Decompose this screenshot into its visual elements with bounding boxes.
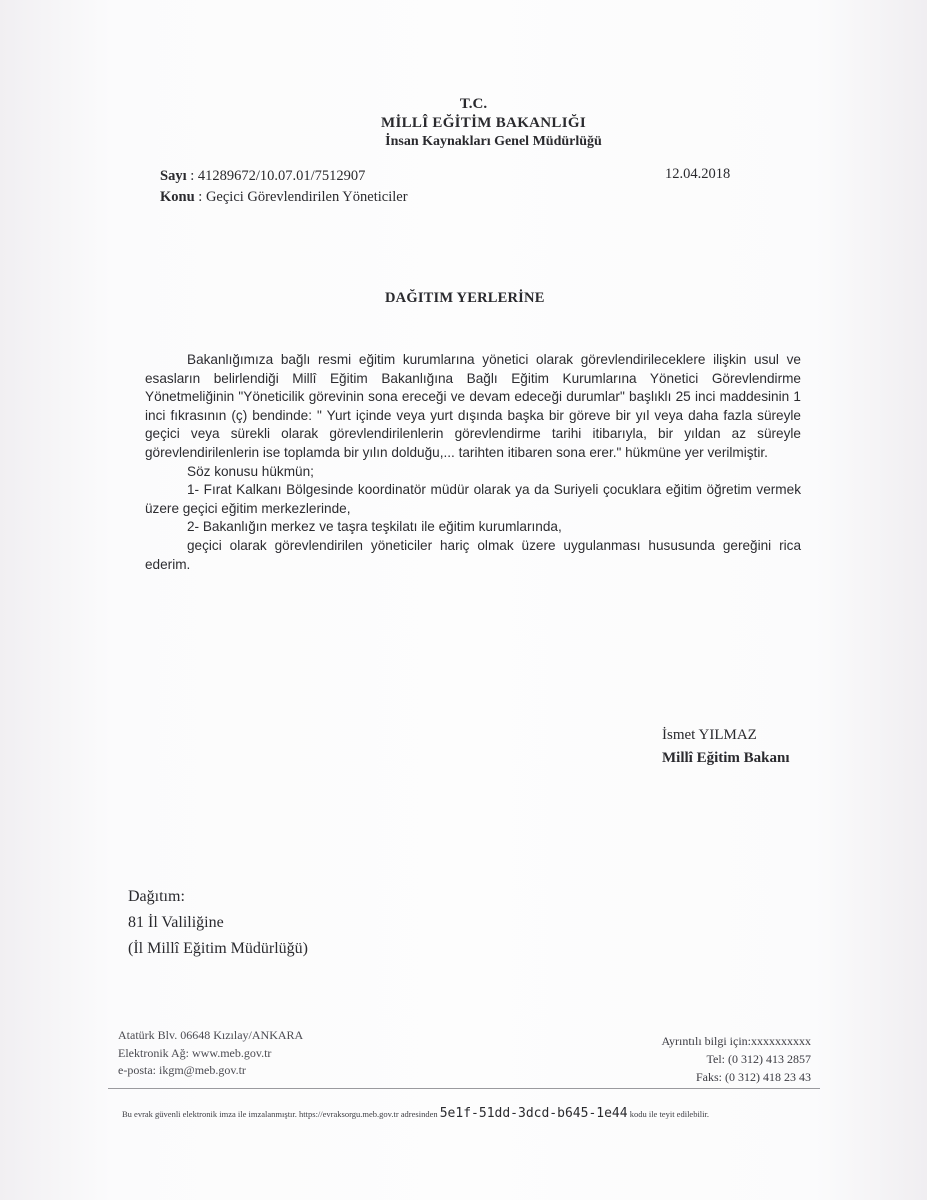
footer-info-line: Ayrıntılı bilgi için:xxxxxxxxxx [661,1034,811,1048]
footer-tel: Tel: (0 312) 413 2857 [706,1052,811,1066]
subject-label: Konu [160,189,195,205]
footer-web[interactable]: Elektronik Ağ: www.meb.gov.tr [118,1045,272,1060]
verification-prefix: Bu evrak güvenli elektronik imza ile imzalanmıştır. https://evraksorgu.meb.gov.tr adresinden [122,1109,438,1119]
footer-fax: Faks: (0 312) 418 23 43 [696,1070,811,1084]
footer-address: Atatürk Blv. 06648 Kızılay/ANKARA [118,1028,304,1042]
reference-label: Sayı [160,168,187,184]
addressee-title: DAĞITIM YERLERİNE [385,290,545,306]
header-department: İnsan Kaynakları Genel Müdürlüğü [385,134,602,149]
footer-divider [108,1088,820,1089]
letter-body [145,351,801,574]
body-paragraph-2: Söz konusu hükmün; [187,463,314,479]
distribution-line-2: (İl Millî Eğitim Müdürlüğü) [128,940,308,957]
body-item-1: 1- Fırat Kalkanı Bölgesinde koordinatör müdür olarak ya da Suriyeli çocuklara eğitim öğretim vermek üzere geçici eğitim merkezlerinde, [145,482,801,516]
body-item-2: 2- Bakanlığın merkez ve taşra teşkilatı ile eğitim kurumlarında, [187,519,562,535]
body-paragraph-1: Bakanlığımıza bağlı resmi eğitim kurumlarına yönetici olarak görevlendirileceklere ilişkin usul ve esasların belirlendiği Millî Eğitim Bakanlığına Bağlı Eğitim Kurumlarına Yönetici Görevlendirme Yönetmeliğinin "Yöneticilik görevinin sona ereceği ve devam edeceği durumlar" başlıklı 25 inci maddesinin 1 inci fıkrasının (ç) bendinde: " Yurt içinde veya yurt dışında başka bir göreve bir yıl veya daha fazla süreyle geçici veya sürekli olarak görevlendirilenlerin görevlendirme tarihi itibarıyla, bir yıldan az süreyle görevlendirilenlerin ise toplamda bir yılın dolduğu,... tarihten itibaren sona erer." hükmüne yer verilmiştir. [145,352,801,460]
verification-line [122,1106,709,1121]
signatory-name: İsmet YILMAZ [662,727,757,743]
footer-info [613,1032,811,1086]
reference-number [160,168,365,185]
distribution-label: Dağıtım: [128,888,185,905]
subject [160,189,408,206]
document-date: 12.04.2018 [665,166,731,182]
verification-code[interactable]: 5e1f-51dd-3dcd-b645-1e44 [439,1106,628,1121]
verification-suffix: kodu ile teyit edilebilir. [629,1109,710,1119]
footer-email[interactable]: e-posta: ikgm@meb.gov.tr [118,1063,246,1077]
distribution-line-1: 81 İl Valiliğine [128,914,224,931]
header-country: T.C. [459,96,488,112]
header-ministry: MİLLÎ EĞİTİM BAKANLIĞI [381,115,586,131]
body-closing: geçici olarak görevlendirilen yöneticiler hariç olmak üzere uygulanması hususunda gereğini rica ederim. [145,537,801,572]
subject-value: : Geçici Görevlendirilen Yöneticiler [198,189,408,205]
signatory-title: Millî Eğitim Bakanı [662,750,790,766]
footer-contact [118,1027,303,1080]
reference-value: : 41289672/10.07.01/7512907 [190,168,366,184]
